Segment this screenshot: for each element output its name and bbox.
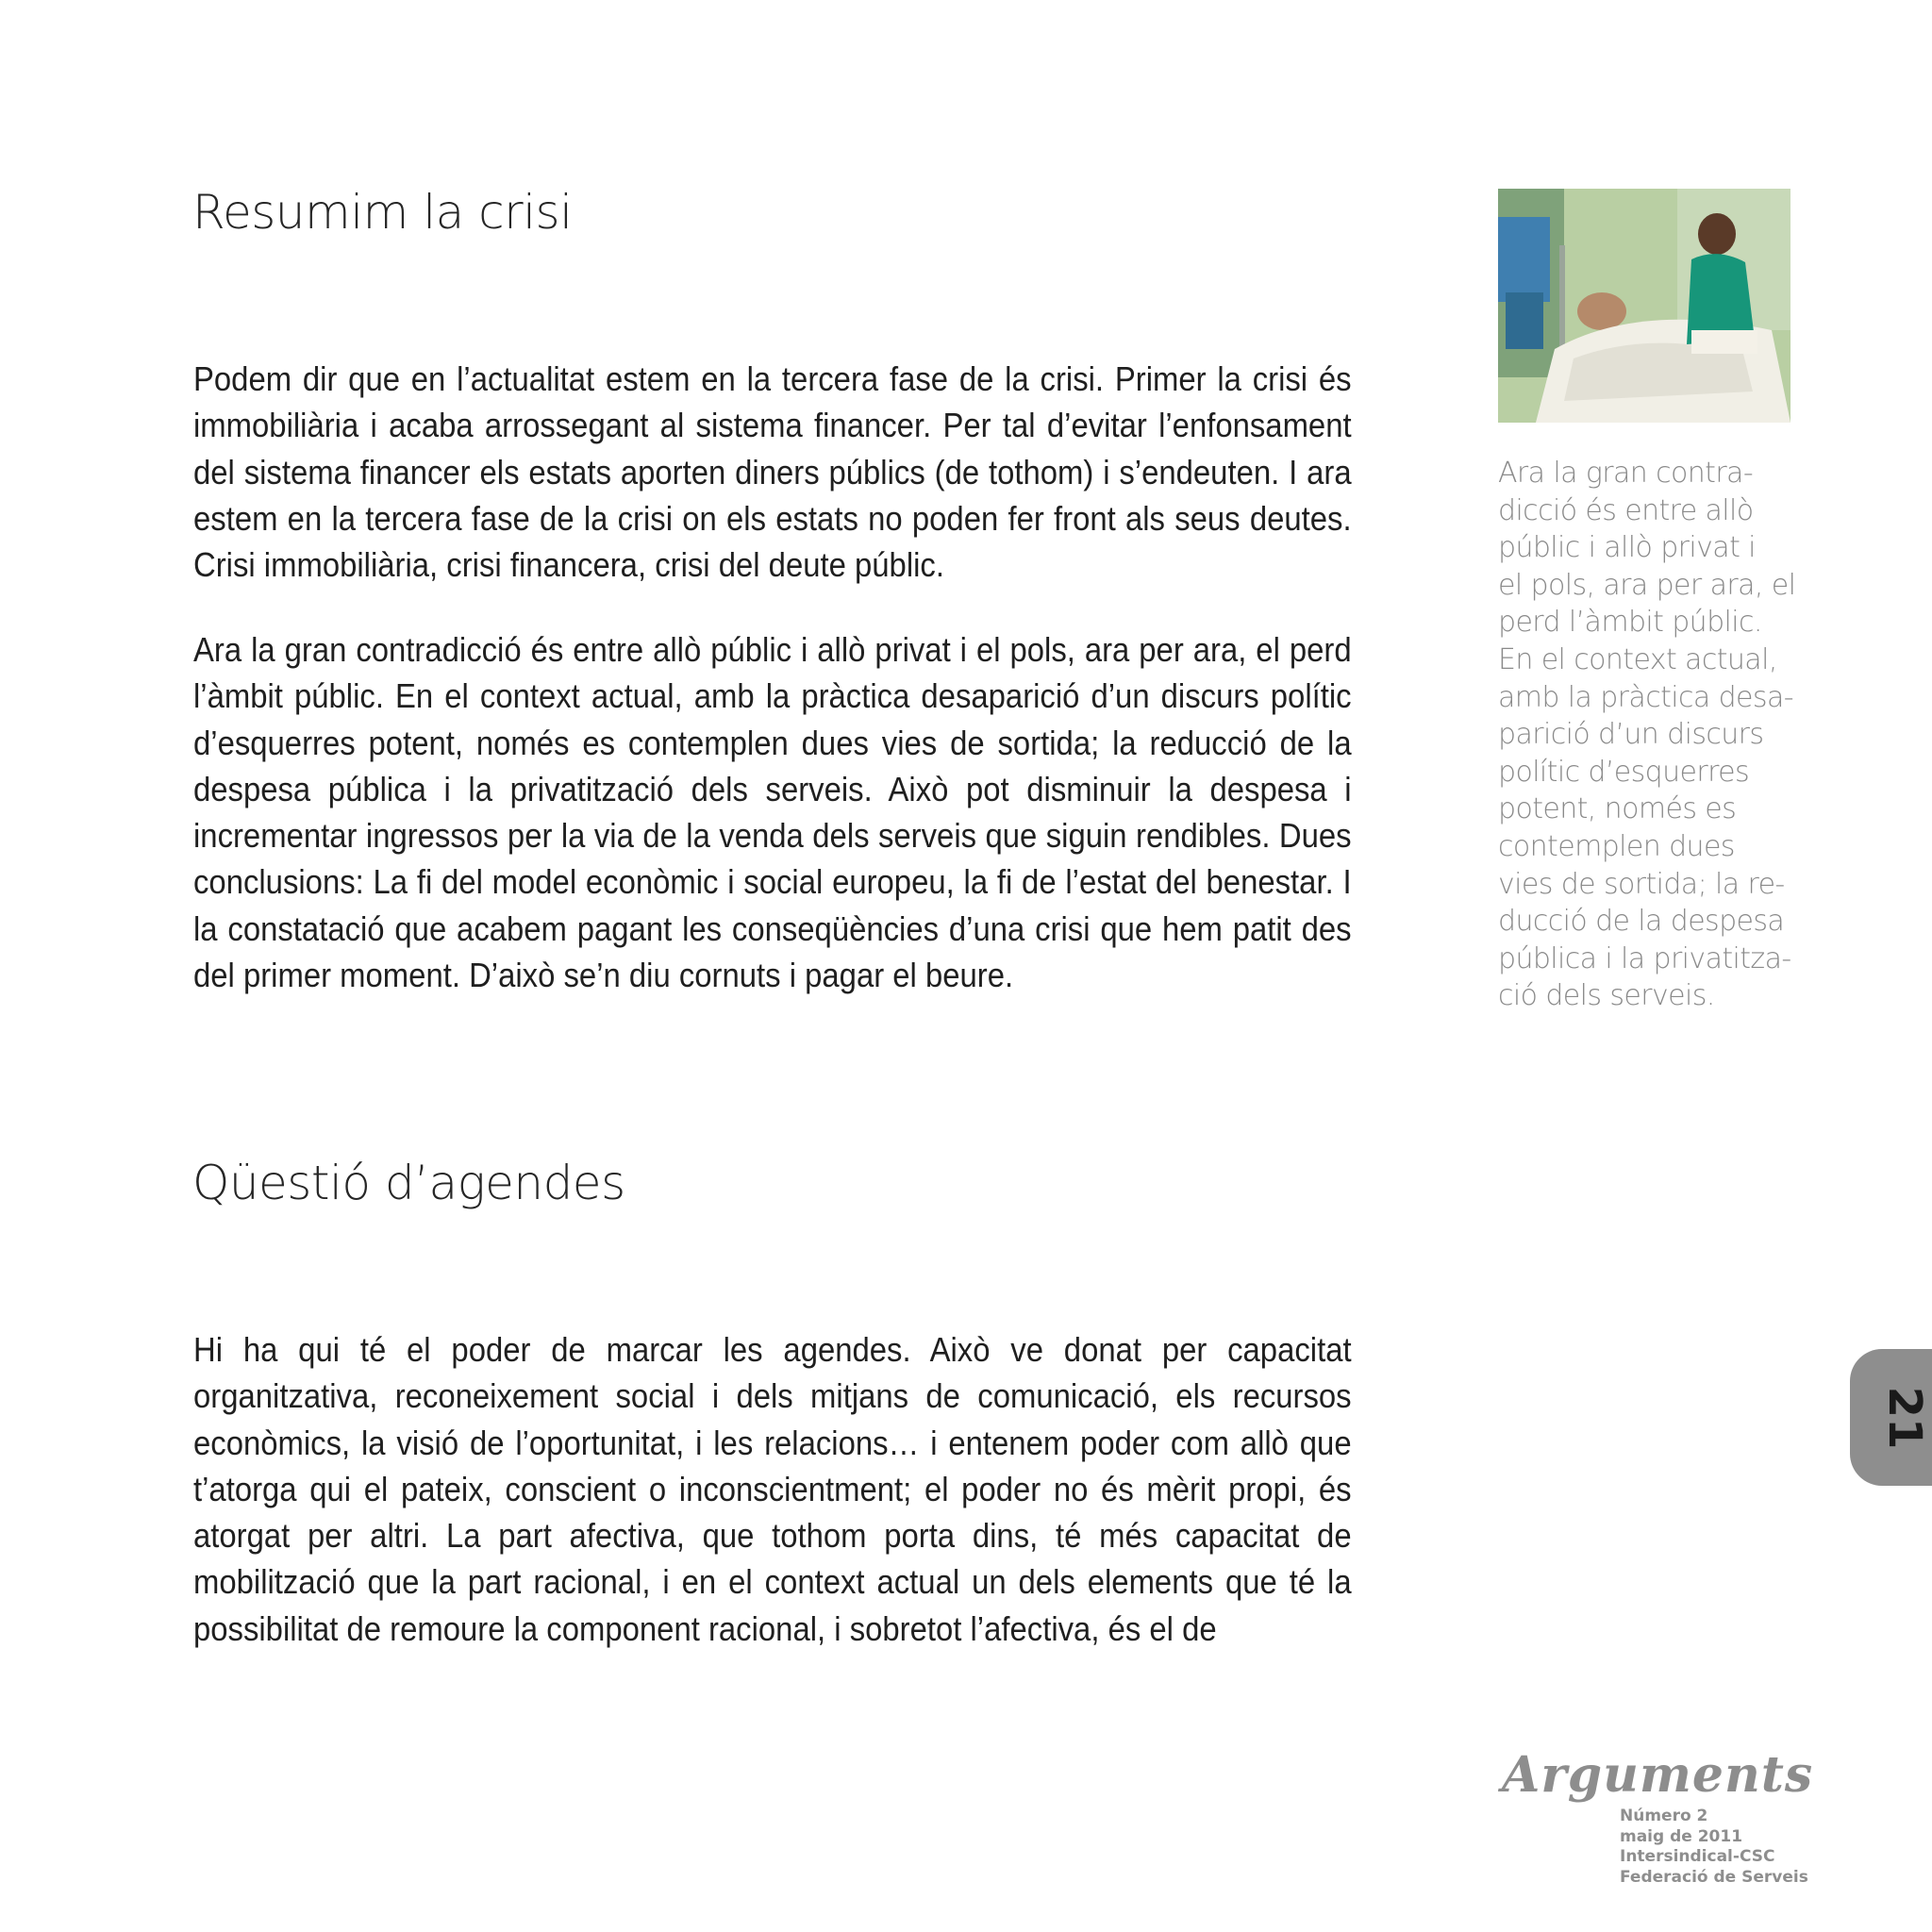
body-paragraph: Hi ha qui té el poder de marcar les agendes. Això ve donat per capacitat organitzativa, reconeixement social i dels mitjans de comunicació, els recursos econòmics, la visió de l’oportunitat, i les relacions… i entenem poder com allò que t’atorga qui el pateix, conscient o inconscientment; el poder no és mèrit propi, és atorgat per altri. La part afectiva, que tothom porta dins, té més capacitat de mobilització que la part racional, i en el context actual un dels elements que té la possibilitat de remoure la component racional, i sobretot l’afectiva, és el de (193, 1330, 1352, 1648)
publisher-org: Intersindical-CSC (1620, 1847, 1775, 1866)
section-heading-resumim: Resumim la crisi (192, 185, 573, 240)
sidebar-pull-quote: Ara la gran contra- dicció és entre allò públic i allò privat i el pols, ara per ara, el perd l’àmbit públic. En el context actual, amb la pràctica desa- parició d’un discurs polític d’esquerres potent, només es contemplen dues vies de sortida; la re- ducció de la despesa pública i la privatitza- ció dels serveis. (1498, 457, 1796, 1013)
section-heading-questio: Qüestió d’agendes (192, 1156, 625, 1210)
photo-illustration (1498, 189, 1790, 423)
body-paragraph: Podem dir que en l’actualitat estem en la tercera fase de la crisi. Primer la crisi és immobiliària i acaba arrossegant al sistema financer. Per tal d’evitar l’enfonsament del sistema financer els estats aporten diners públics (de tothom) i s’endeuten. I ara estem en la tercera fase de la crisi on els estats no poden fer front als seus deutes. Crisi immobiliària, crisi financera, crisi del deute públic. (193, 359, 1352, 585)
page-number-tab (1850, 1349, 1932, 1486)
hospital-photo (1498, 189, 1790, 423)
issue-number: Número 2 (1620, 1807, 1708, 1825)
body-paragraph: Ara la gran contradicció és entre allò públic i allò privat i el pols, ara per ara, el perd l’àmbit públic. En el context actual, amb la pràctica desaparició d’un discurs polític d’esquerres potent, només es contemplen dues vies de sortida; la reducció de la despesa pública i la privatització dels serveis. Això pot disminuir la despesa i incrementar ingressos per la via de la venda dels serveis que siguin rendibles. Dues conclusions: La fi del model econòmic i social europeu, la fi de l’estat del benestar. I la constatació que acabem pagant les conseqüències d’una crisi que hem patit des del primer moment. D’això se’n diu cornuts i pagar el beure. (193, 630, 1352, 995)
magazine-logo: Arguments (1502, 1746, 1814, 1804)
page-number: 21 (1878, 1386, 1932, 1449)
issue-date: maig de 2011 (1620, 1826, 1743, 1846)
publication-info (1620, 1807, 1808, 1888)
publisher-federation: Federació de Serveis (1620, 1867, 1808, 1887)
